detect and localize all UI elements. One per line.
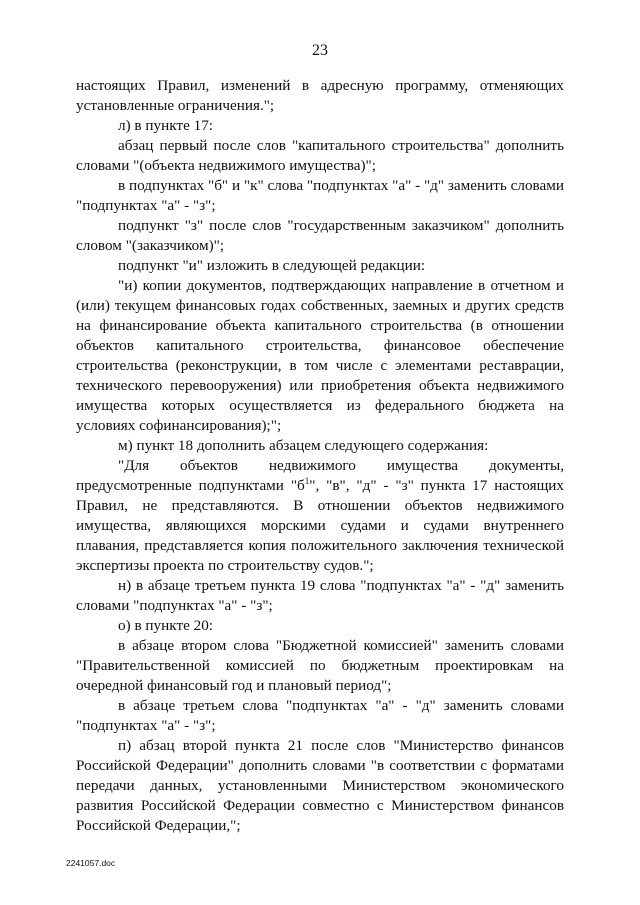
paragraph: в абзаце втором слова "Бюджетной комиссией" заменить словами "Правительственной комиссией по бюджетным проектировкам на очередной финансовый год и плановый период"; — [76, 637, 564, 694]
paragraph-text: ", "в", "д" - "з" пункта 17 настоящих Правил, не представляются. В отношении объектов недвижимого имущества, являющихся морскими судами и судами внутреннего плавания, представляется копия положительного заключения технической экспертизы проекта по строительству судов."; — [76, 477, 564, 574]
document-body — [76, 76, 564, 836]
paragraph: п) абзац второй пункта 21 после слов "Министерство финансов Российской Федерации" дополнить словами "в соответствии с форматами передачи данных, установленными Министерством экономического развития Российской Федерации совместно с Министерством финансов Российской Федерации,"; — [76, 737, 564, 834]
paragraph: подпункт "з" после слов "государственным заказчиком" дополнить словом "(заказчиком)"; — [76, 217, 564, 254]
paragraph: л) в пункте 17: — [118, 117, 214, 134]
paragraph: подпункт "и" изложить в следующей редакции: — [118, 257, 426, 274]
paragraph: настоящих Правил, изменений в адресную программу, отменяющих установленные ограничения."; — [76, 77, 564, 114]
paragraph: "и) копии документов, подтверждающих направление в отчетном и (или) текущем финансовых годах собственных, заемных и других средств на финансирование объекта капитального строительства (в отношении объектов капитального строительства, финансовое обеспечение строительства (реконструкции, в том числе с элементами реставрации, технического перевооружения) или приобретения объекта недвижимого имущества которых осуществляется из федерального бюджета на условиях софинансирования);"; — [76, 277, 564, 434]
superscript: 1 — [304, 475, 310, 486]
paragraph: м) пункт 18 дополнить абзацем следующего содержания: — [118, 437, 489, 454]
paragraph: в подпунктах "б" и "к" слова "подпунктах "а" - "д" заменить словами "подпунктах "а" - "з"; — [76, 177, 564, 214]
paragraph-text: "Для объектов недвижимого имущества документы, предусмотренные подпунктами "б — [76, 457, 564, 494]
paragraph: в абзаце третьем слова "подпунктах "а" - "д" заменить словами "подпунктах "а" - "з"; — [76, 697, 564, 734]
page-number: 23 — [312, 42, 328, 59]
paragraph — [76, 456, 564, 576]
paragraph: абзац первый после слов "капитального строительства" дополнить словами "(объекта недвижимого имущества)"; — [76, 137, 564, 174]
paragraph: н) в абзаце третьем пункта 19 слова "подпунктах "а" - "д" заменить словами "подпунктах "а" - "з"; — [76, 577, 564, 614]
paragraph: о) в пункте 20: — [118, 617, 214, 634]
footer-filename: 2241057.doc — [66, 858, 116, 868]
